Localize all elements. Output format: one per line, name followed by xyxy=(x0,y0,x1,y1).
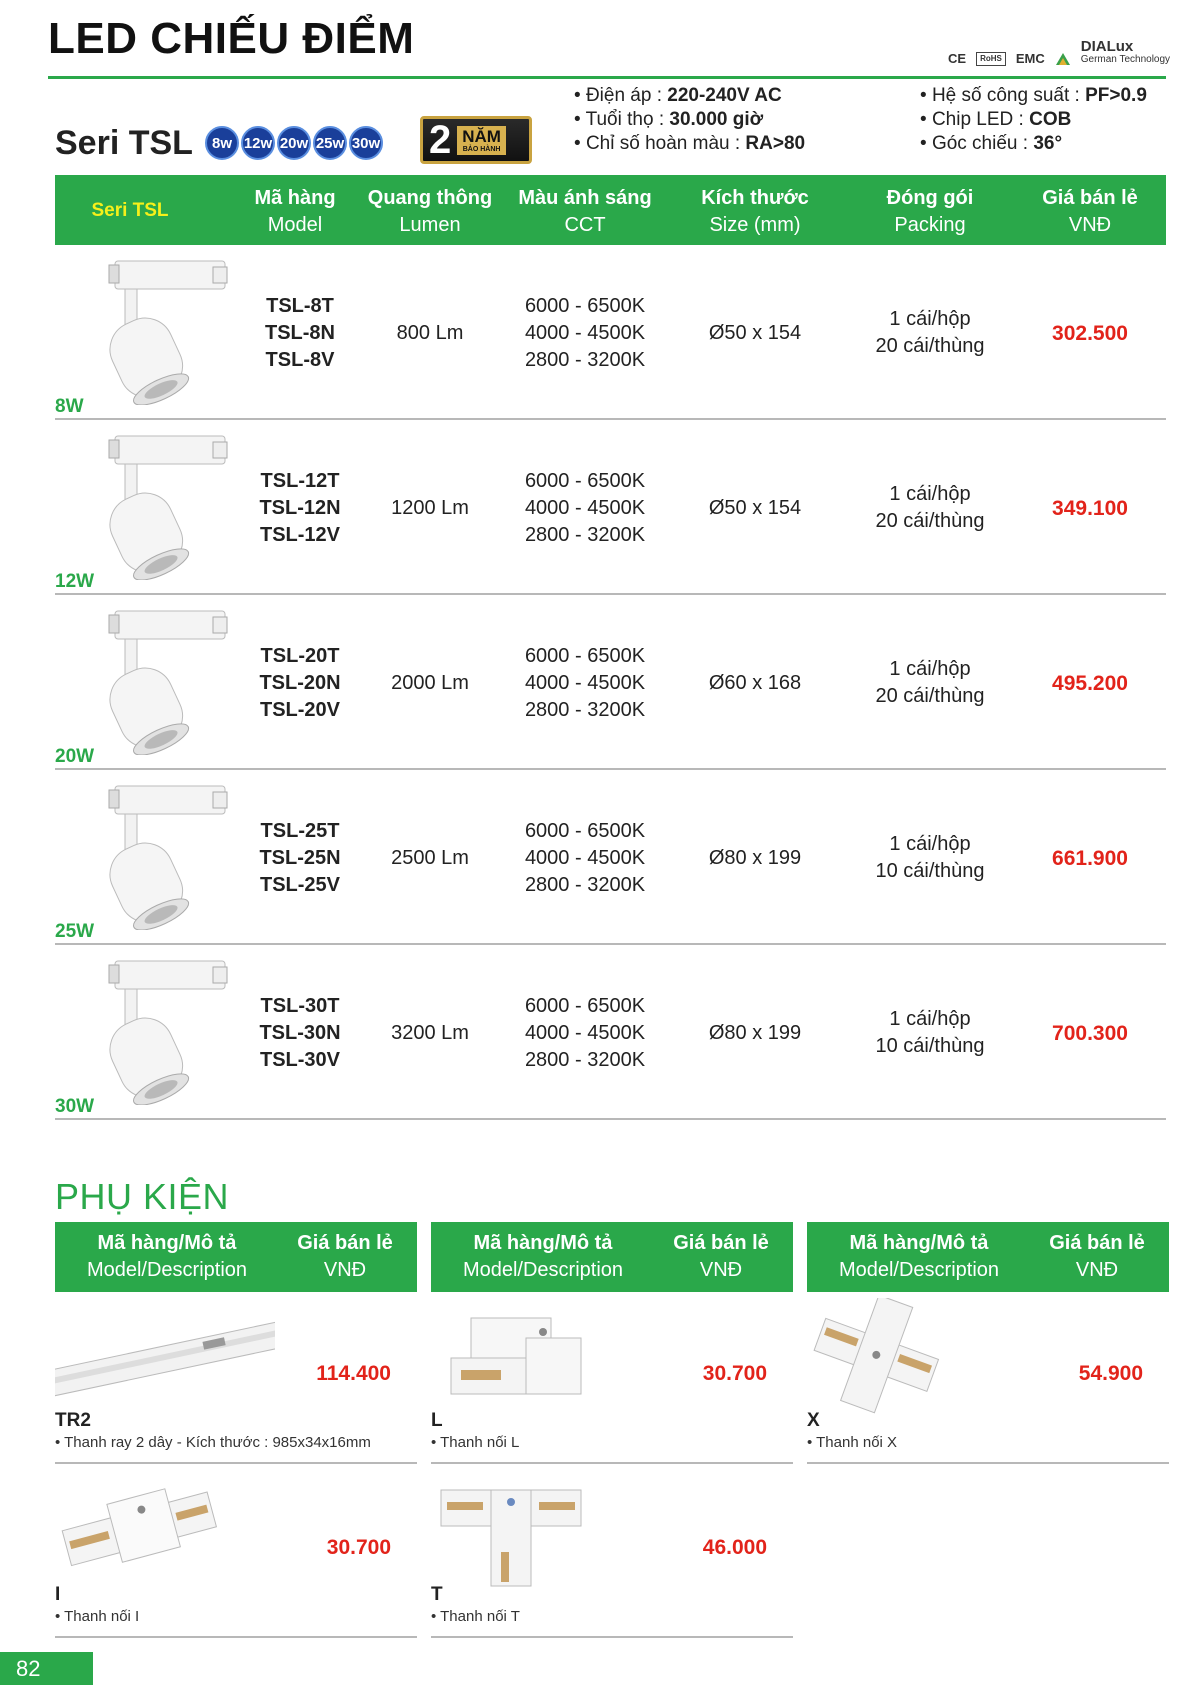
page-number: 82 xyxy=(0,1652,93,1685)
accessory-price: 30.700 xyxy=(326,1536,391,1559)
header-size: Kích thước Size (mm) xyxy=(701,187,809,236)
accessory-price: 54.900 xyxy=(1078,1362,1143,1385)
x-connector-icon xyxy=(807,1298,1027,1416)
track-spotlight-icon xyxy=(75,255,245,405)
size-value: Ø80 x 199 xyxy=(708,847,802,869)
packing-values: 1 cái/hộp 20 cái/thùng xyxy=(875,483,985,532)
lumen-value: 3200 Lm xyxy=(391,1022,469,1044)
lumen-value: 1200 Lm xyxy=(391,497,469,519)
dialux-triangle-icon xyxy=(1055,52,1071,66)
dialux-logo xyxy=(1081,40,1170,66)
track-spotlight-icon xyxy=(75,780,245,930)
dialux-tagline: German Technology xyxy=(1080,54,1171,65)
emc-mark-icon: EMC xyxy=(1015,51,1045,66)
price-value: 302.500 xyxy=(1052,322,1128,345)
row-wattage-label: 12W xyxy=(55,571,95,592)
spec-item: • Điện áp : 220-240V AC xyxy=(574,85,782,106)
size-value: Ø50 x 154 xyxy=(708,497,802,519)
header-cct: Màu ánh sáng CCT xyxy=(518,187,652,236)
packing-values: 1 cái/hộp 10 cái/thùng xyxy=(875,833,985,882)
accessory-description: • Thanh nối L xyxy=(431,1434,520,1451)
size-value: Ø60 x 168 xyxy=(708,672,802,694)
spec-item: • Chỉ số hoàn màu : RA>80 xyxy=(574,133,806,154)
row-wattage-label: 8W xyxy=(55,396,84,417)
product-table-header xyxy=(55,175,1166,245)
price-value: 661.900 xyxy=(1052,847,1128,870)
cct-values: 6000 - 6500K 4000 - 4500K 2800 - 3200K xyxy=(524,470,646,546)
header-packing: Đóng gói Packing xyxy=(886,187,974,236)
dialux-brand: DIALux xyxy=(1080,38,1134,55)
warranty-unit: NĂM xyxy=(462,126,501,146)
header-retail-price: Giá bán lẻ VNĐ xyxy=(297,1232,393,1281)
packing-values: 1 cái/hộp 20 cái/thùng xyxy=(875,308,985,357)
spec-right-list xyxy=(920,84,1147,156)
accessory-item xyxy=(431,1294,793,1464)
title-divider xyxy=(48,76,1166,79)
spec-item: • Góc chiếu : 36° xyxy=(920,133,1063,154)
header-model-description: Mã hàng/Mô tả Model/Description xyxy=(462,1232,624,1281)
cct-values: 6000 - 6500K 4000 - 4500K 2800 - 3200K xyxy=(524,995,646,1071)
watt-badge: 25w xyxy=(313,126,347,160)
header-model: Mã hàng Model xyxy=(254,187,336,236)
size-value: Ø80 x 199 xyxy=(708,1022,802,1044)
lumen-value: 2500 Lm xyxy=(391,847,469,869)
warranty-label xyxy=(457,126,506,155)
rohs-mark-icon: RoHS xyxy=(976,52,1006,66)
cct-values: 6000 - 6500K 4000 - 4500K 2800 - 3200K xyxy=(524,295,646,371)
accessory-price: 114.400 xyxy=(316,1362,391,1385)
spec-item: • Hệ số công suất : PF>0.9 xyxy=(920,85,1147,106)
accessory-item xyxy=(55,1468,417,1638)
track-spotlight-icon xyxy=(75,430,245,580)
page-title: LED CHIẾU ĐIỂM xyxy=(48,14,415,63)
table-row xyxy=(55,420,1166,595)
accessory-table-header xyxy=(807,1222,1169,1292)
cct-values: 6000 - 6500K 4000 - 4500K 2800 - 3200K xyxy=(524,645,646,721)
header-price: Giá bán lẻ VNĐ xyxy=(1042,187,1138,236)
accessory-code: TR2 xyxy=(55,1410,91,1431)
table-row xyxy=(55,595,1166,770)
accessory-description: • Thanh nối T xyxy=(431,1608,520,1625)
price-value: 349.100 xyxy=(1052,497,1128,520)
packing-values: 1 cái/hộp 10 cái/thùng xyxy=(875,1008,985,1057)
row-wattage-label: 20W xyxy=(55,746,95,767)
accessory-item xyxy=(807,1294,1169,1464)
spec-item: • Tuổi thọ : 30.000 giờ xyxy=(574,109,764,130)
row-wattage-label: 30W xyxy=(55,1096,95,1117)
row-wattage-label: 25W xyxy=(55,921,95,942)
watt-badge: 20w xyxy=(277,126,311,160)
warranty-badge xyxy=(420,116,532,164)
model-codes: TSL-8T TSL-8N TSL-8V xyxy=(265,295,335,371)
warranty-caption: BẢO HÀNH xyxy=(462,145,501,153)
table-row xyxy=(55,245,1166,420)
i-connector-icon xyxy=(55,1472,275,1590)
accessory-price: 46.000 xyxy=(702,1536,767,1559)
accessory-code: X xyxy=(807,1410,820,1431)
model-codes: TSL-12T TSL-12N TSL-12V xyxy=(259,470,341,546)
size-value: Ø50 x 154 xyxy=(708,322,802,344)
rail-icon xyxy=(55,1298,275,1416)
header-series: Seri TSL xyxy=(91,200,169,221)
header-model-description: Mã hàng/Mô tả Model/Description xyxy=(838,1232,1000,1281)
warranty-years: 2 xyxy=(429,118,452,162)
lumen-value: 800 Lm xyxy=(396,322,464,344)
ce-mark-icon: CE xyxy=(948,51,967,66)
accessory-code: I xyxy=(55,1584,61,1605)
certification-logos xyxy=(948,40,1170,66)
watt-badge: 30w xyxy=(349,126,383,160)
l-connector-icon xyxy=(431,1298,651,1416)
lumen-value: 2000 Lm xyxy=(391,672,469,694)
accessory-code: L xyxy=(431,1410,443,1431)
header-lumen: Quang thông Lumen xyxy=(367,187,493,236)
header-retail-price: Giá bán lẻ VNĐ xyxy=(1049,1232,1145,1281)
table-row xyxy=(55,770,1166,945)
accessory-code: T xyxy=(431,1584,443,1605)
model-codes: TSL-25T TSL-25N TSL-25V xyxy=(259,820,341,896)
accessory-item xyxy=(55,1294,417,1464)
accessories-title: PHỤ KIỆN xyxy=(55,1176,230,1217)
table-row xyxy=(55,945,1166,1120)
t-connector-icon xyxy=(431,1472,651,1590)
price-value: 700.300 xyxy=(1052,1022,1128,1045)
price-value: 495.200 xyxy=(1052,672,1128,695)
wattage-badges xyxy=(205,126,383,160)
packing-values: 1 cái/hộp 20 cái/thùng xyxy=(875,658,985,707)
accessory-description: • Thanh nối I xyxy=(55,1608,140,1625)
model-codes: TSL-20T TSL-20N TSL-20V xyxy=(259,645,341,721)
watt-badge: 12w xyxy=(241,126,275,160)
accessory-item xyxy=(431,1468,793,1638)
spec-item: • Chip LED : COB xyxy=(920,109,1072,130)
accessory-description: • Thanh ray 2 dây - Kích thước : 985x34x16mm xyxy=(55,1434,371,1451)
spec-left-list xyxy=(574,84,805,156)
watt-badge: 8w xyxy=(205,126,239,160)
accessory-price: 30.700 xyxy=(702,1362,767,1385)
model-codes: TSL-30T TSL-30N TSL-30V xyxy=(259,995,341,1071)
track-spotlight-icon xyxy=(75,605,245,755)
series-title: Seri TSL xyxy=(55,124,193,162)
accessory-table-header xyxy=(431,1222,793,1292)
track-spotlight-icon xyxy=(75,955,245,1105)
header-retail-price: Giá bán lẻ VNĐ xyxy=(673,1232,769,1281)
accessory-description: • Thanh nối X xyxy=(807,1434,898,1451)
header-model-description: Mã hàng/Mô tả Model/Description xyxy=(86,1232,248,1281)
cct-values: 6000 - 6500K 4000 - 4500K 2800 - 3200K xyxy=(524,820,646,896)
accessory-table-header xyxy=(55,1222,417,1292)
